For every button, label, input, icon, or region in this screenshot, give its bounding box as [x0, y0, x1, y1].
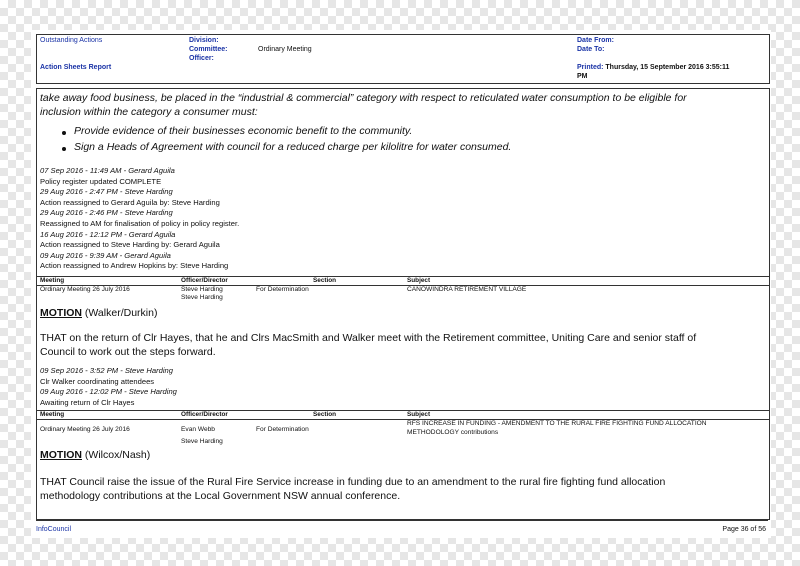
log-entry-date: 29 Aug 2016 - 2:47 PM - Steve Harding — [40, 187, 173, 197]
log-entry-text: Clr Walker coordinating attendees — [40, 376, 155, 386]
subject-cell-line1: RFS INCREASE IN FUNDING - AMENDMENT TO THE RURAL FIRE FIGHTING FUND ALLOCATION — [407, 420, 707, 427]
officer-cell: Steve Harding — [181, 286, 223, 293]
motion-label: MOTION — [40, 449, 82, 461]
column-header-meeting: Meeting — [40, 411, 65, 418]
subject-cell: CANOWINDRA RETIREMENT VILLAGE — [407, 286, 527, 293]
motion-text-line2: Council to work out the steps forward. — [40, 346, 216, 358]
log-entry-text: Policy register updated COMPLETE — [40, 176, 162, 186]
item2-action-log — [40, 366, 177, 408]
infocouncil-brand: InfoCouncil — [36, 526, 72, 533]
page-number: Page 36 of 56 — [722, 526, 766, 533]
printed-line — [577, 64, 729, 71]
log-entry-date: 29 Aug 2016 - 2:46 PM - Steve Harding — [40, 208, 173, 218]
motion-label: MOTION — [40, 307, 82, 319]
item1-text-line1: take away food business, be placed in the “industrial & commercial” category with respect to reticulated water consumption to be eligible for — [40, 92, 687, 104]
section-cell: For Determination — [256, 286, 309, 293]
report-body — [36, 88, 770, 520]
column-header-subject: Subject — [407, 277, 431, 284]
item1-action-log — [40, 166, 239, 272]
log-entry-date: 09 Aug 2016 - 12:02 PM - Steve Harding — [40, 387, 177, 397]
column-header-section: Section — [313, 277, 337, 284]
date-to-label: Date To: — [577, 46, 605, 53]
meeting-cell: Ordinary Meeting 26 July 2016 — [40, 426, 130, 433]
report-header — [36, 34, 770, 84]
motion-text-line1: THAT Council raise the issue of the Rural Fire Service increase in funding due to an amendment to the rural fire fighting fund allocation — [40, 476, 666, 488]
section-cell: For Determination — [256, 426, 309, 433]
bullet-icon — [62, 147, 66, 151]
action-sheets-report-title: Action Sheets Report — [40, 64, 112, 71]
printed-suffix: PM — [577, 73, 588, 80]
motion-movers: (Wilcox/Nash) — [82, 449, 151, 461]
director-cell: Steve Harding — [181, 294, 223, 301]
date-from-label: Date From: — [577, 37, 614, 44]
bullet-icon — [62, 131, 66, 135]
bullet-item: Provide evidence of their businesses economic benefit to the community. — [74, 125, 413, 137]
motion-heading — [40, 307, 157, 319]
officer-label: Officer: — [189, 55, 214, 62]
motion-text-line1: THAT on the return of Clr Hayes, that he and Clrs MacSmith and Walker meet with the Retirement committee, Uniting Care and senior staff of — [40, 332, 697, 344]
committee-label: Committee: — [189, 46, 228, 53]
log-entry-text: Reassigned to AM for finalisation of policy in policy register. — [40, 218, 240, 228]
bullet-item: Sign a Heads of Agreement with council for a reduced charge per kilolitre for water consumed. — [74, 141, 512, 153]
log-entry-date: 07 Sep 2016 - 11:49 AM - Gerard Aguila — [40, 166, 175, 175]
item1-text-line2: inclusion within the category a consumer must: — [40, 106, 258, 118]
log-entry-date: 09 Sep 2016 - 3:52 PM - Steve Harding — [40, 366, 173, 375]
printed-value: Thursday, 15 September 2016 3:55:11 — [605, 64, 730, 71]
meeting-cell: Ordinary Meeting 26 July 2016 — [40, 286, 130, 293]
division-label: Division: — [189, 37, 219, 44]
log-entry-text: Action reassigned to Andrew Hopkins by: Steve Harding — [40, 261, 229, 271]
subject-cell-line2: METHODOLOGY contributions — [407, 429, 499, 436]
committee-value: Ordinary Meeting — [258, 46, 312, 53]
report-page — [31, 30, 771, 538]
officer-cell: Evan Webb — [181, 426, 215, 433]
printed-label: Printed: — [577, 64, 604, 71]
log-entry-text: Action reassigned to Gerard Aguila by: Steve Harding — [40, 197, 220, 207]
log-entry-date: 16 Aug 2016 - 12:12 PM - Gerard Aguila — [40, 229, 176, 239]
column-header-subject: Subject — [407, 411, 431, 418]
column-header-meeting: Meeting — [40, 277, 65, 284]
column-header-section: Section — [313, 411, 337, 418]
log-entry-text: Action reassigned to Steve Harding by: Gerard Aguila — [40, 240, 220, 250]
outstanding-actions-label: Outstanding Actions — [40, 37, 103, 44]
motion-text-line2: methodology contributions at the Local Government NSW annual conference. — [40, 490, 401, 502]
log-entry-date: 09 Aug 2016 - 9:39 AM - Gerard Aguila — [40, 250, 171, 260]
director-cell: Steve Harding — [181, 438, 223, 445]
column-header-officer: Officer/Director — [181, 277, 228, 284]
report-footer — [36, 520, 768, 533]
column-header-officer: Officer/Director — [181, 411, 228, 418]
motion-heading — [40, 449, 150, 461]
log-entry-text: Awaiting return of Clr Hayes — [40, 397, 135, 407]
table-header-bar — [37, 410, 769, 420]
table-header-bar — [37, 276, 769, 286]
motion-movers: (Walker/Durkin) — [82, 307, 158, 319]
